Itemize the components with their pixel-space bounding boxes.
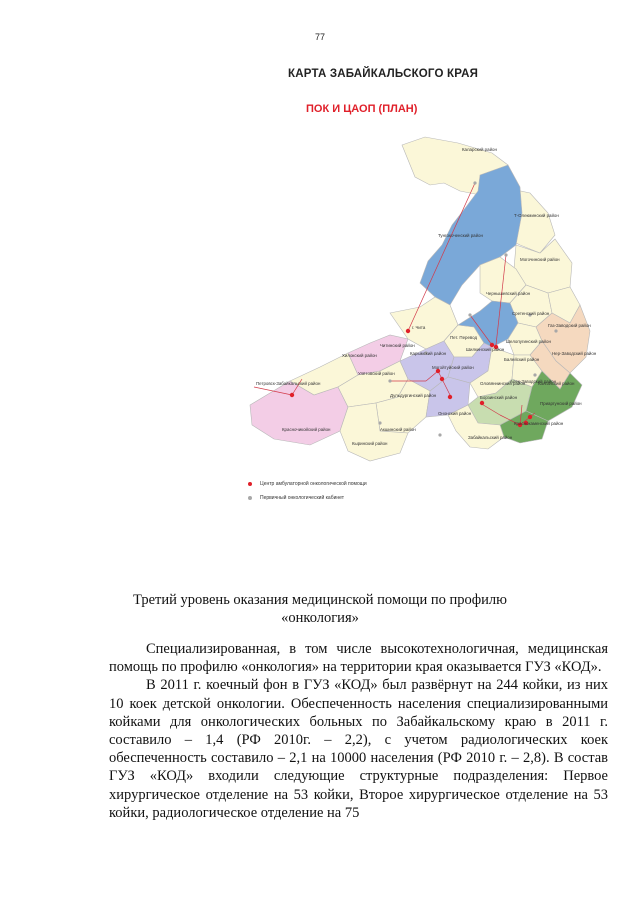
region-label: Ононский район [438, 411, 472, 416]
marker-cabinet [554, 329, 557, 332]
grey-dot-icon [248, 496, 252, 500]
region-map [230, 135, 610, 475]
region-krasnochikoy [250, 381, 348, 445]
region-label: Улётовский район [358, 371, 395, 376]
section-heading [110, 591, 530, 627]
map-subtitle: ПОК И ЦАОП (ПЛАН) [306, 103, 418, 115]
region-label: Чернышевский район [486, 291, 531, 296]
region-label: Красночикойский район [282, 427, 331, 432]
paragraph: В 2011 г. коечный фон в ГУЗ «КОД» был развёрнут на 244 койки, из них 10 коек детской онкологии. Обеспеченность населения специализированными койками для онкологических больных по Забайкальскому краю в 2011 г. составило – 1,4 (РФ 2010г. – 2,2), с учетом радиологических коек обеспеченность составило – 2,1 на 10000 населения (РФ 2010 г. – 2,8). В состав ГУЗ «КОД» входили следующие структурные подразделения: Первое хирургическое отделение на 53 койки, Второе хирургическое отделение на 53 койки, радиологическое отделение на 75 [109, 677, 608, 821]
region-label: Краснокаменский район [514, 421, 564, 426]
region-label: г. Чита [412, 325, 426, 330]
marker-cabinet [533, 373, 536, 376]
region-label: Сретенский район [512, 311, 550, 316]
region-label: Шилкинский район [466, 347, 505, 352]
section-heading-line: «онкология» [281, 610, 359, 626]
marker-cabinet [473, 181, 476, 184]
region-label: Т-Олекминский район [514, 213, 559, 218]
marker-center [290, 393, 294, 397]
marker-cabinet [468, 313, 471, 316]
page-number: 77 [314, 32, 325, 42]
region-label: Шелопугинский район [506, 339, 551, 344]
map-title: КАРТА ЗАБАЙКАЛЬСКОГО КРАЯ [288, 68, 479, 80]
region-label: Каларский район [462, 147, 497, 152]
marker-center [528, 415, 532, 419]
region-label: Оловяннинский район [480, 381, 526, 386]
region-label: Хилокский район [342, 353, 377, 358]
paragraph: Специализированная, в том числе высокотехнологичная, медицинская помощь по профилю «онкология» на территории края оказывается ГУЗ «КОД». [109, 641, 608, 676]
region-label: Пет. Перевод [450, 335, 478, 340]
region-label: Нер-Заводский район [552, 351, 597, 356]
marker-cabinet [388, 379, 391, 382]
marker-center [440, 377, 444, 381]
region-label: Кыринский район [352, 441, 388, 446]
marker-center [480, 401, 484, 405]
region-label: Могойтуйский район [432, 365, 474, 370]
body-text [109, 640, 608, 822]
marker-cabinet [438, 433, 441, 436]
section-heading-line: Третий уровень оказания медицинской помощи по профилю [133, 592, 507, 608]
legend-label: Первичный онкологический кабинет [260, 495, 345, 501]
region-label: Забайкальский район [468, 435, 513, 440]
region-label: Тунгокоченский район [438, 233, 483, 238]
red-dot-icon [248, 482, 252, 486]
region-label: Газ-Заводский район [548, 323, 591, 328]
region-label: Могочинский район [520, 257, 560, 262]
marker-cabinet [504, 253, 507, 256]
region-label: Борзинский район [480, 395, 518, 400]
region-label: Калганский район [538, 381, 575, 386]
region-label: Алек-Заводский район [510, 379, 557, 384]
marker-cabinet [378, 421, 381, 424]
region-label: Дульдургинский район [390, 393, 437, 398]
region-label: Петровск-Забайкальский район [256, 381, 321, 386]
region-label: Читинский район [380, 343, 415, 348]
region-label: Приаргунский район [540, 401, 582, 406]
map-legend-item [248, 481, 367, 487]
region-label: Балейский район [504, 357, 540, 362]
marker-center [406, 329, 410, 333]
map-legend-item [248, 495, 344, 501]
map-regions [250, 137, 590, 461]
marker-center [448, 395, 452, 399]
legend-label: Центр амбулаторной онкологической помощи [260, 481, 367, 487]
region-label: Карымский район [410, 351, 447, 356]
region-label: Акшинский район [380, 427, 416, 432]
